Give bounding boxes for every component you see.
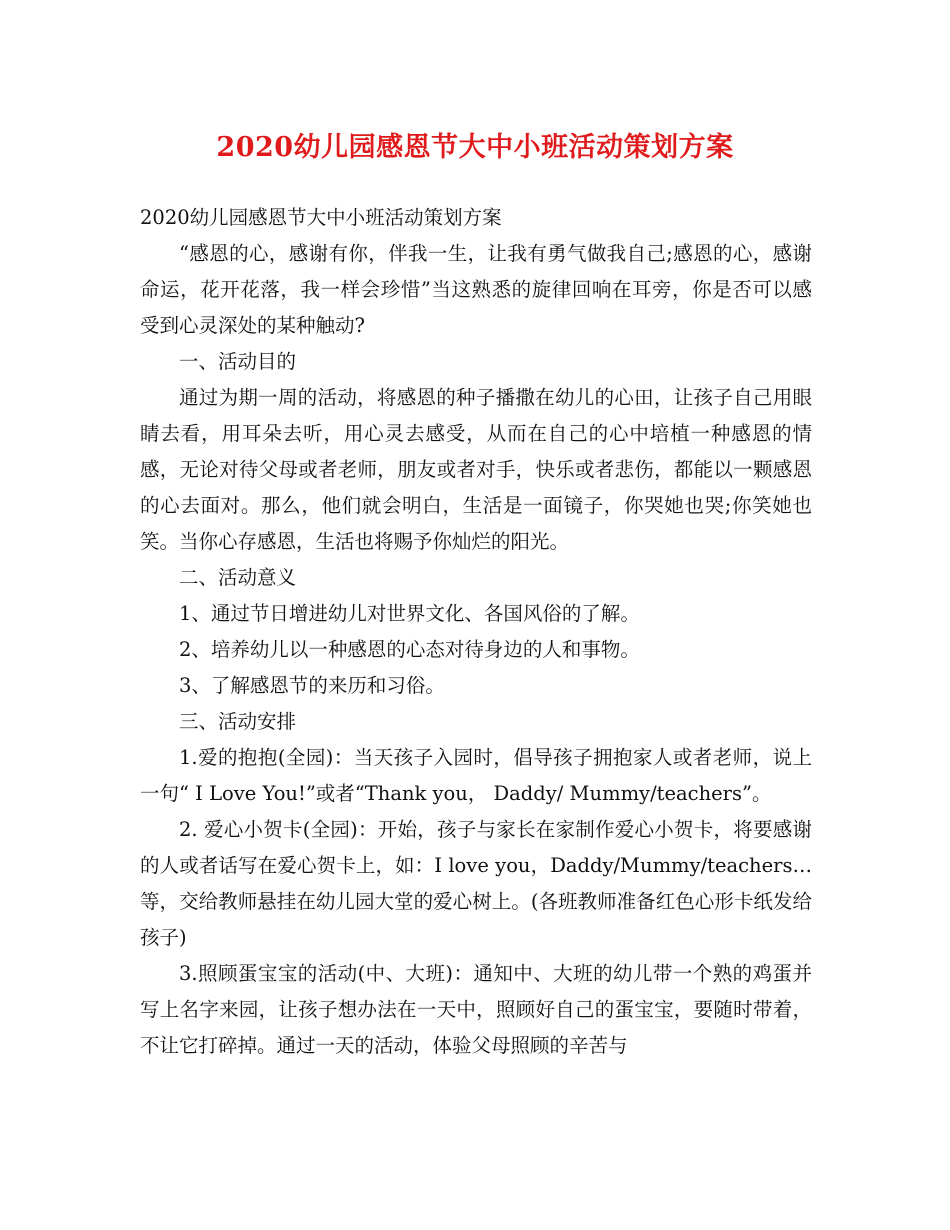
list-item-arrangement-2: 2. 爱心小贺卡(全园)：开始，孩子与家长在家制作爱心小贺卡，将要感谢的人或者话写在爱心贺卡上，如：I love you，Daddy/Mummy/teachers…等，交给教师悬挂在幼儿园大堂的爱心树上。(各班教师准备红色心形卡纸发给孩子) bbox=[140, 818, 812, 949]
list-item-arrangement-1: 1.爱的抱抱(全园)：当天孩子入园时，倡导孩子拥抱家人或者老师，说上一句“ I Love You!”或者“Thank you， Daddy/ Mummy/teachers”。 bbox=[140, 746, 812, 805]
section-heading-purpose: 一、活动目的 bbox=[179, 350, 297, 373]
list-item-significance-3: 3、了解感恩节的来历和习俗。 bbox=[179, 674, 445, 697]
section-heading-significance: 二、活动意义 bbox=[179, 566, 297, 589]
list-item-significance-2: 2、培养幼儿以一种感恩的心态对待身边的人和事物。 bbox=[179, 638, 640, 661]
document-body bbox=[140, 200, 812, 1064]
paragraph-purpose: 通过为期一周的活动，将感恩的种子播撒在幼儿的心田，让孩子自己用眼睛去看，用耳朵去听，用心灵去感受，从而在自己的心中培植一种感恩的情感，无论对待父母或者老师，朋友或者对手，快乐或者悲伤，都能以一颗感恩的心去面对。那么，他们就会明白，生活是一面镜子，你哭她也哭;你笑她也笑。当你心存感恩，生活也将赐予你灿烂的阳光。 bbox=[140, 386, 812, 553]
paragraph-intro: “感恩的心，感谢有你，伴我一生，让我有勇气做我自己;感恩的心，感谢命运，花开花落，我一样会珍惜”当这熟悉的旋律回响在耳旁，你是否可以感受到心灵深处的某种触动? bbox=[140, 242, 812, 337]
list-item-significance-1: 1、通过节日增进幼儿对世界文化、各国风俗的了解。 bbox=[179, 602, 640, 625]
document-title: 2020幼儿园感恩节大中小班活动策划方案 bbox=[216, 132, 734, 163]
section-heading-arrangement: 三、活动安排 bbox=[179, 710, 297, 733]
list-item-arrangement-3: 3.照顾蛋宝宝的活动(中、大班)：通知中、大班的幼儿带一个熟的鸡蛋并写上名字来园，让孩子想办法在一天中，照顾好自己的蛋宝宝，要随时带着，不让它打碎掉。通过一天的活动，体验父母照顾的辛苦与 bbox=[140, 962, 812, 1057]
paragraph-heading-repeat: 2020幼儿园感恩节大中小班活动策划方案 bbox=[140, 206, 502, 229]
